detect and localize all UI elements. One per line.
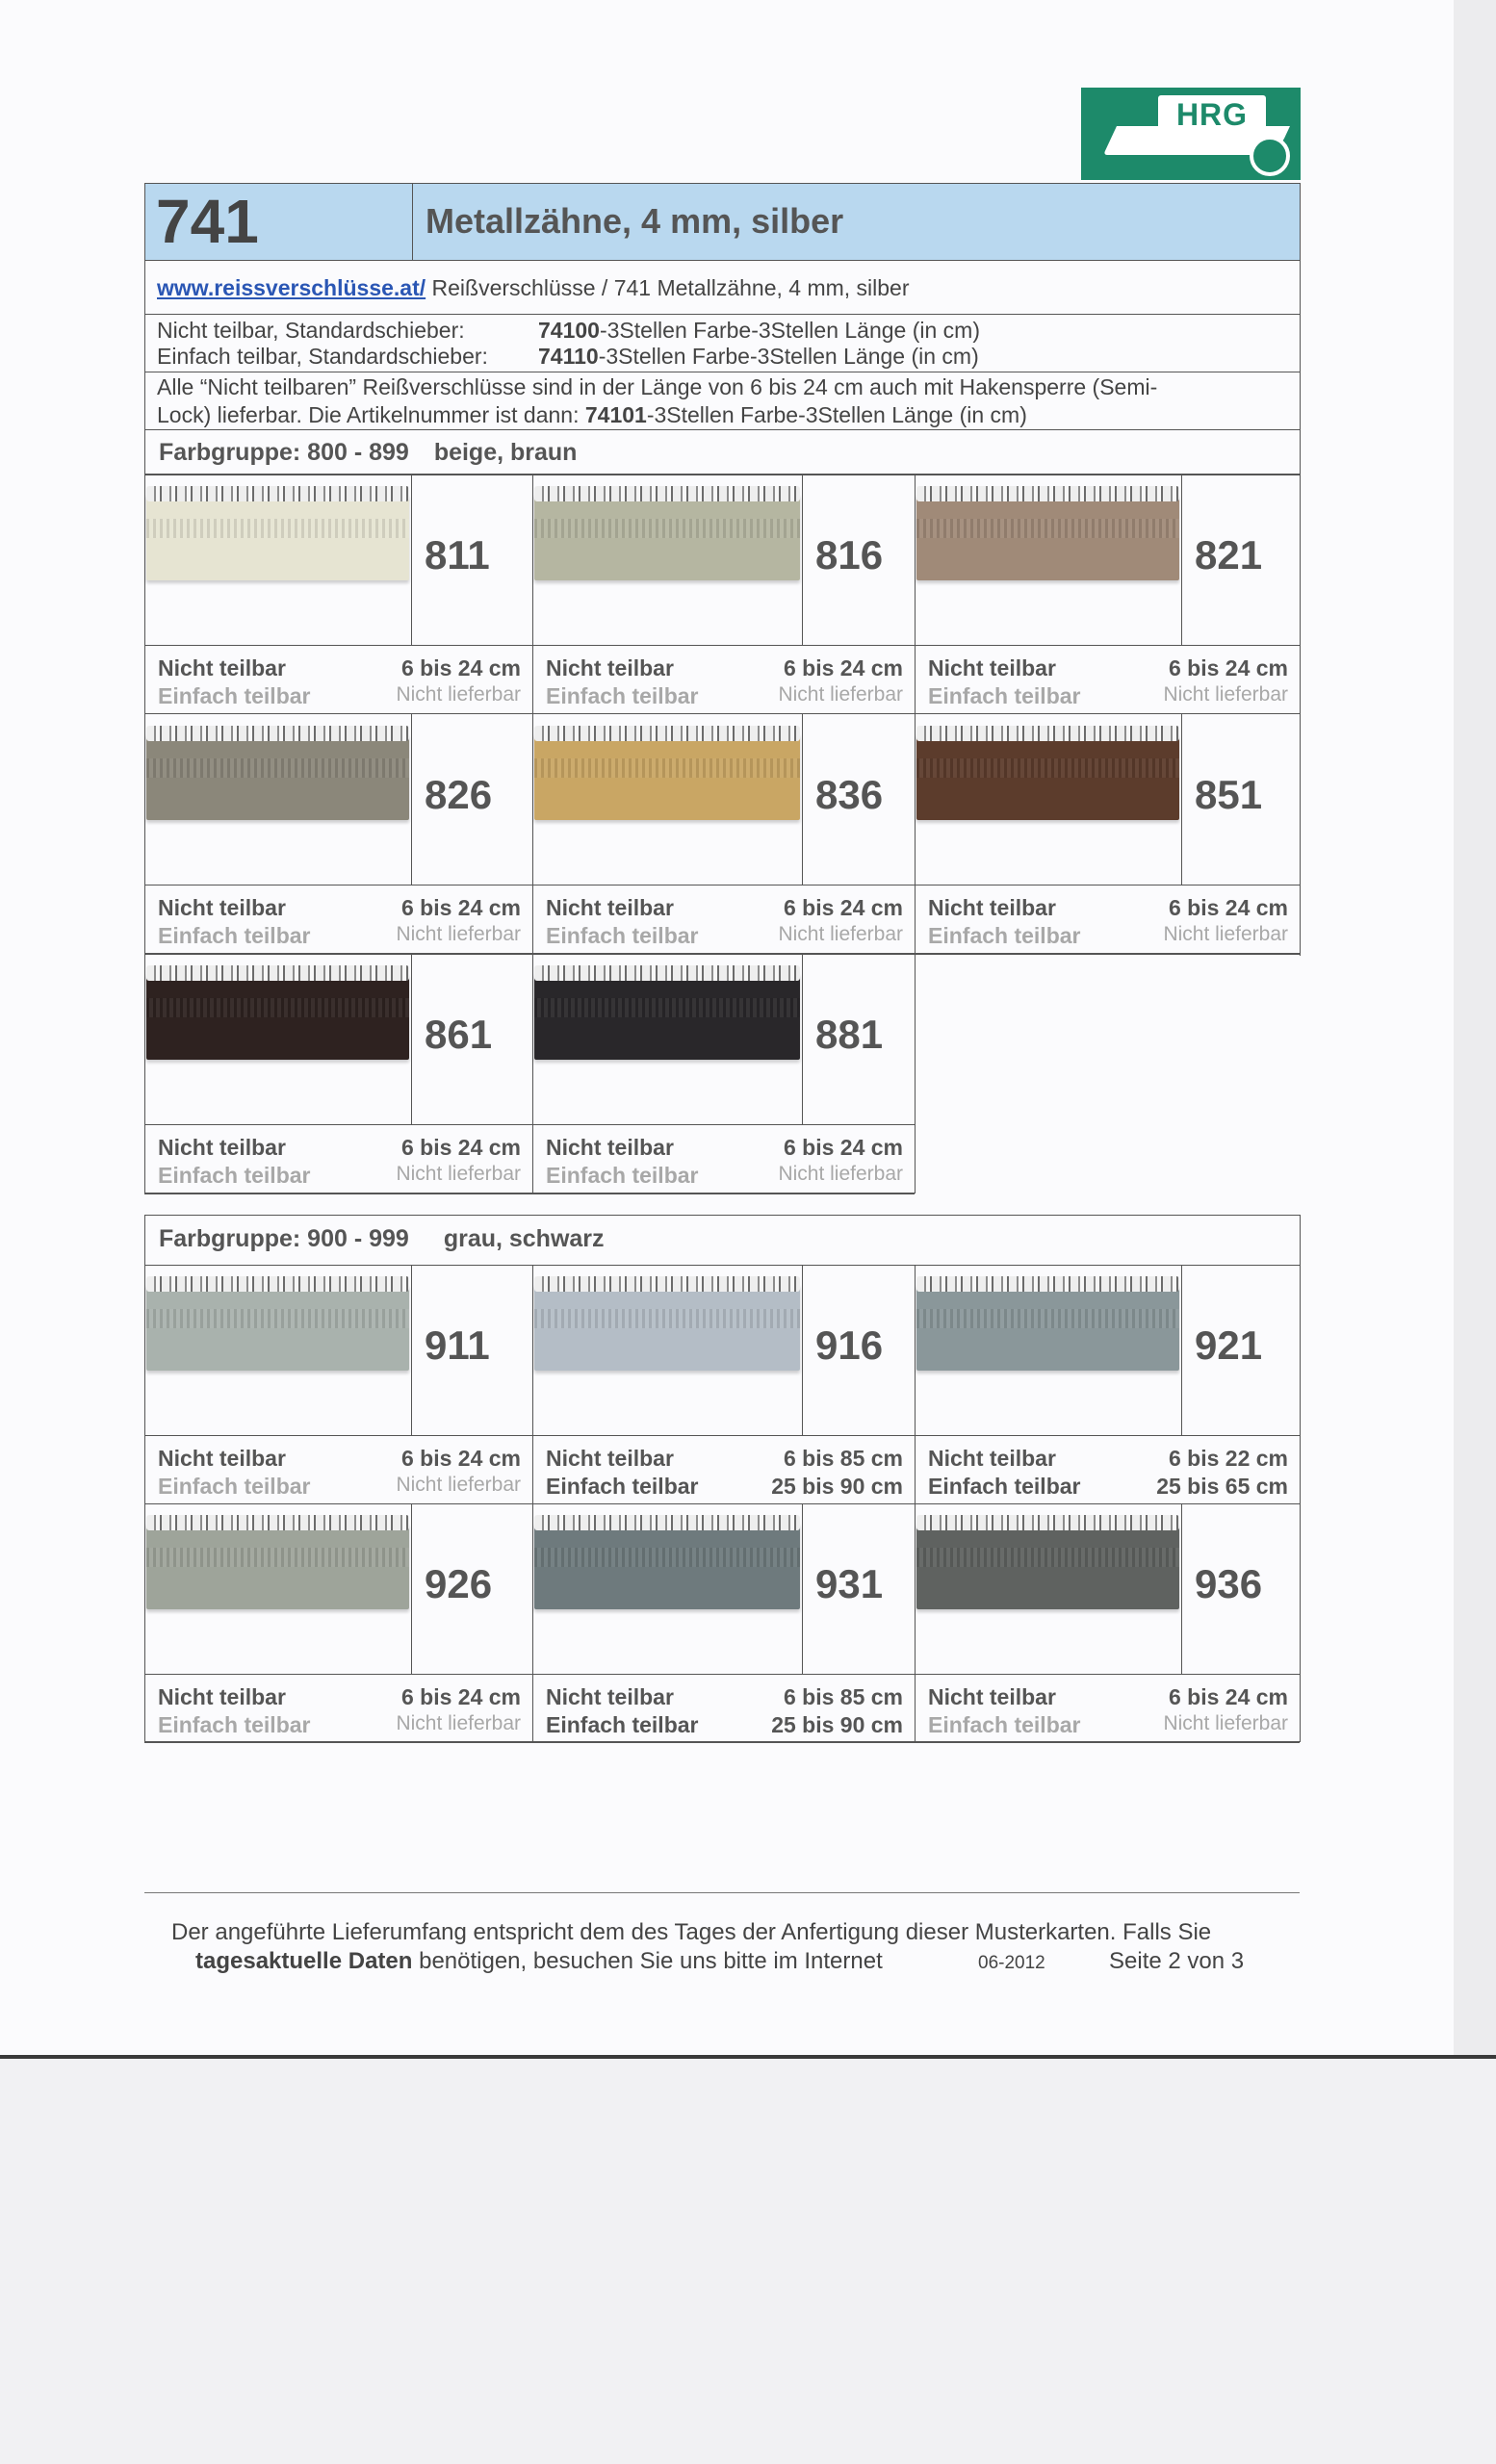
- zipper-swatch: [146, 733, 409, 820]
- footer-line-2: [195, 1948, 883, 1975]
- info-label: Nicht teilbar, Standardschieber:: [157, 318, 465, 343]
- info-line-1: [157, 318, 980, 344]
- grid-line: [411, 1503, 412, 1674]
- nicht-teilbar-label: Nicht teilbar: [158, 655, 286, 680]
- zipper-teeth: [146, 1515, 409, 1530]
- nicht-teilbar-label: Nicht teilbar: [928, 655, 1056, 680]
- nicht-teilbar-label: Nicht teilbar: [158, 1135, 286, 1160]
- grid-line: [532, 713, 915, 714]
- zipper-teeth: [146, 486, 409, 501]
- zipper-tape: [534, 519, 800, 538]
- article-title: Metallzähne, 4 mm, silber: [412, 183, 1300, 260]
- nicht-teilbar-label: Nicht teilbar: [546, 1684, 674, 1709]
- zipper-tape: [146, 998, 409, 1017]
- zipper-tape: [916, 519, 1179, 538]
- scan-background: [0, 2059, 1496, 2464]
- zipper-teeth: [916, 726, 1179, 741]
- einfach-teilbar-length: Nicht lieferbar: [778, 1163, 903, 1185]
- einfach-teilbar-label: Einfach teilbar: [546, 923, 699, 948]
- zipper-teeth: [146, 965, 409, 981]
- grid-line: [144, 953, 532, 954]
- header-rule: [144, 314, 1300, 315]
- nicht-teilbar-length: 6 bis 24 cm: [1168, 655, 1288, 680]
- grid-line: [915, 1435, 1300, 1436]
- nicht-teilbar-label: Nicht teilbar: [928, 1446, 1056, 1471]
- nicht-teilbar-length: 6 bis 85 cm: [783, 1684, 903, 1709]
- grid-line: [532, 1435, 915, 1436]
- grid-line: [144, 1674, 532, 1675]
- color-group-heading: [159, 439, 577, 467]
- einfach-teilbar-length: Nicht lieferbar: [396, 1474, 521, 1496]
- zipper-tape: [146, 519, 409, 538]
- grid-line: [1181, 475, 1182, 645]
- breadcrumb: [157, 275, 910, 301]
- grid-line: [1181, 1265, 1182, 1435]
- grid-line: [1300, 475, 1301, 956]
- einfach-teilbar-length: Nicht lieferbar: [1163, 923, 1288, 945]
- zipper-tape: [146, 758, 409, 778]
- color-code: 836: [815, 772, 884, 817]
- grid-line: [532, 1742, 915, 1743]
- logo-wheel: [1250, 136, 1290, 176]
- zipper-swatch: [916, 1284, 1179, 1371]
- einfach-teilbar-length: Nicht lieferbar: [396, 683, 521, 706]
- einfach-teilbar-length: Nicht lieferbar: [1163, 1712, 1288, 1734]
- zipper-tape: [916, 758, 1179, 778]
- header-divider: [412, 183, 413, 260]
- group-description: grau, schwarz: [443, 1225, 605, 1252]
- nicht-teilbar-label: Nicht teilbar: [546, 1135, 674, 1160]
- einfach-teilbar-length: Nicht lieferbar: [778, 683, 903, 706]
- group-rule: [144, 1265, 1300, 1266]
- zipper-swatch: [534, 1523, 800, 1609]
- color-code: 811: [425, 532, 490, 578]
- zipper-swatch: [534, 733, 800, 820]
- grid-line: [411, 954, 412, 1124]
- nicht-teilbar-length: 6 bis 24 cm: [783, 655, 903, 680]
- group-description: beige, braun: [433, 439, 578, 466]
- einfach-teilbar-length: Nicht lieferbar: [396, 1163, 521, 1185]
- zipper-teeth: [534, 965, 800, 981]
- zipper-tape: [534, 1309, 800, 1328]
- zipper-teeth: [534, 1276, 800, 1292]
- grid-line: [144, 475, 145, 1194]
- grid-line: [915, 1742, 1300, 1743]
- hrg-logo: [1081, 88, 1301, 180]
- zipper-tape: [534, 758, 800, 778]
- grid-line: [144, 885, 532, 886]
- einfach-teilbar-label: Einfach teilbar: [158, 1474, 311, 1499]
- color-code: 911: [425, 1322, 490, 1368]
- zipper-teeth: [916, 486, 1179, 501]
- zipper-swatch: [534, 973, 800, 1060]
- nicht-teilbar-label: Nicht teilbar: [546, 655, 674, 680]
- grid-line: [411, 1265, 412, 1435]
- grid-line: [532, 645, 915, 646]
- zipper-swatch: [916, 1523, 1179, 1609]
- nicht-teilbar-label: Nicht teilbar: [158, 895, 286, 920]
- einfach-teilbar-label: Einfach teilbar: [158, 923, 311, 948]
- zipper-teeth: [534, 1515, 800, 1530]
- website-link[interactable]: www.reissverschlüsse.at/: [157, 275, 426, 300]
- color-code: 926: [425, 1561, 493, 1606]
- nicht-teilbar-length: 6 bis 24 cm: [400, 655, 521, 680]
- grid-line: [532, 885, 915, 886]
- footer-text: benötigen, besuchen Sie uns bitte im Internet: [412, 1948, 883, 1974]
- group-range: Farbgruppe: 800 - 899: [159, 439, 409, 466]
- einfach-teilbar-length: 25 bis 65 cm: [1156, 1474, 1288, 1499]
- zipper-tape: [534, 1548, 800, 1567]
- color-code: 931: [815, 1561, 884, 1606]
- einfach-teilbar-label: Einfach teilbar: [928, 683, 1081, 708]
- header-rule: [144, 260, 1300, 261]
- info-line-3: Alle “Nicht teilbaren” Reißverschlüsse sind in der Länge von 6 bis 24 cm auch mit Hakensperre (Semi-: [157, 374, 1158, 399]
- footer-bold: tagesaktuelle Daten: [195, 1948, 413, 1974]
- grid-line: [802, 714, 803, 885]
- einfach-teilbar-length: Nicht lieferbar: [1163, 683, 1288, 706]
- grid-line: [144, 645, 532, 646]
- grid-line: [144, 713, 532, 714]
- grid-line: [144, 1193, 532, 1194]
- grid-line: [411, 475, 412, 645]
- info-text: Lock) lieferbar. Die Artikelnummer ist dann:: [157, 402, 585, 427]
- nicht-teilbar-label: Nicht teilbar: [546, 895, 674, 920]
- grid-line: [144, 1742, 532, 1743]
- header-rule: [144, 429, 1300, 430]
- einfach-teilbar-length: Nicht lieferbar: [396, 1712, 521, 1734]
- grid-line: [532, 1193, 915, 1194]
- zipper-swatch: [534, 1284, 800, 1371]
- zipper-swatch: [146, 973, 409, 1060]
- grid-line: [915, 1674, 1300, 1675]
- zipper-swatch: [146, 494, 409, 580]
- breadcrumb-text: Reißverschlüsse / 741 Metallzähne, 4 mm, silber: [426, 275, 910, 300]
- nicht-teilbar-label: Nicht teilbar: [928, 895, 1056, 920]
- grid-line: [915, 1503, 1300, 1504]
- grid-line: [532, 1124, 915, 1125]
- einfach-teilbar-length: Nicht lieferbar: [396, 923, 521, 945]
- footer-date: 06-2012: [978, 1953, 1045, 1973]
- einfach-teilbar-label: Einfach teilbar: [546, 1474, 699, 1499]
- grid-line: [144, 1503, 532, 1504]
- article-code: 74110: [538, 344, 599, 369]
- grid-line: [915, 953, 1300, 954]
- nicht-teilbar-label: Nicht teilbar: [546, 1446, 674, 1471]
- nicht-teilbar-label: Nicht teilbar: [158, 1684, 286, 1709]
- info-label: Einfach teilbar, Standardschieber:: [157, 344, 488, 369]
- grid-line: [915, 713, 1300, 714]
- grid-line: [532, 475, 533, 1194]
- einfach-teilbar-label: Einfach teilbar: [546, 683, 699, 708]
- article-code: 74100: [538, 318, 600, 343]
- grid-line: [532, 1503, 915, 1504]
- einfach-teilbar-label: Einfach teilbar: [928, 923, 1081, 948]
- nicht-teilbar-length: 6 bis 24 cm: [400, 1135, 521, 1160]
- einfach-teilbar-label: Einfach teilbar: [546, 1712, 699, 1737]
- footer-rule: [144, 1892, 1300, 1893]
- info-line-2: [157, 344, 979, 370]
- einfach-teilbar-label: Einfach teilbar: [158, 683, 311, 708]
- article-code: 74101: [584, 402, 647, 427]
- footer-page: Seite 2 von 3: [1109, 1948, 1245, 1974]
- zipper-teeth: [534, 486, 800, 501]
- grid-line: [532, 953, 915, 954]
- einfach-teilbar-label: Einfach teilbar: [158, 1163, 311, 1188]
- color-group-heading: [159, 1225, 605, 1253]
- nicht-teilbar-length: 6 bis 24 cm: [400, 1446, 521, 1471]
- zipper-tape: [916, 1548, 1179, 1567]
- zipper-teeth: [916, 1276, 1179, 1292]
- zipper-swatch: [916, 494, 1179, 580]
- zipper-tape: [146, 1309, 409, 1328]
- grid-line: [411, 714, 412, 885]
- logo-text: HRG: [1158, 95, 1266, 134]
- nicht-teilbar-label: Nicht teilbar: [928, 1684, 1056, 1709]
- color-code: 881: [815, 1012, 884, 1057]
- color-code: 851: [1195, 772, 1263, 817]
- color-code: 861: [425, 1012, 493, 1057]
- einfach-teilbar-label: Einfach teilbar: [546, 1163, 699, 1188]
- zipper-tape: [534, 998, 800, 1017]
- einfach-teilbar-length: 25 bis 90 cm: [771, 1474, 903, 1499]
- zipper-teeth: [916, 1515, 1179, 1530]
- grid-line: [144, 1435, 532, 1436]
- zipper-tape: [146, 1548, 409, 1567]
- grid-line: [915, 645, 1300, 646]
- grid-line: [532, 1674, 915, 1675]
- grid-line: [144, 1124, 532, 1125]
- einfach-teilbar-label: Einfach teilbar: [158, 1712, 311, 1737]
- grid-line: [802, 954, 803, 1124]
- grid-line: [802, 1265, 803, 1435]
- color-code: 916: [815, 1322, 884, 1368]
- einfach-teilbar-length: 25 bis 90 cm: [771, 1712, 903, 1737]
- grid-line: [1181, 1503, 1182, 1674]
- zipper-swatch: [146, 1523, 409, 1609]
- grid-line: [1181, 714, 1182, 885]
- info-rest: -3Stellen Farbe-3Stellen Länge (in cm): [599, 318, 981, 343]
- info-line-4: [157, 402, 1027, 428]
- nicht-teilbar-length: 6 bis 22 cm: [1168, 1446, 1288, 1471]
- nicht-teilbar-length: 6 bis 24 cm: [1168, 1684, 1288, 1709]
- color-code: 826: [425, 772, 493, 817]
- grid-line: [915, 475, 916, 1194]
- zipper-tape: [916, 1309, 1179, 1328]
- einfach-teilbar-label: Einfach teilbar: [928, 1712, 1081, 1737]
- nicht-teilbar-length: 6 bis 24 cm: [783, 895, 903, 920]
- einfach-teilbar-length: Nicht lieferbar: [778, 923, 903, 945]
- zipper-teeth: [146, 1276, 409, 1292]
- grid-line: [144, 954, 1300, 955]
- einfach-teilbar-label: Einfach teilbar: [928, 1474, 1081, 1499]
- nicht-teilbar-length: 6 bis 85 cm: [783, 1446, 903, 1471]
- color-code: 816: [815, 532, 884, 578]
- footer-line-1: Der angeführte Lieferumfang entspricht dem des Tages der Anfertigung dieser Musterkarten. Falls Sie: [171, 1919, 1212, 1945]
- nicht-teilbar-length: 6 bis 24 cm: [1168, 895, 1288, 920]
- zipper-swatch: [916, 733, 1179, 820]
- grid-line: [915, 885, 1300, 886]
- color-code: 821: [1195, 532, 1263, 578]
- article-number: 741: [144, 183, 412, 260]
- zipper-swatch: [534, 494, 800, 580]
- grid-line: [802, 475, 803, 645]
- info-rest: -3Stellen Farbe-3Stellen Länge (in cm): [598, 344, 979, 369]
- color-code: 921: [1195, 1322, 1263, 1368]
- nicht-teilbar-length: 6 bis 24 cm: [783, 1135, 903, 1160]
- grid-line: [802, 1503, 803, 1674]
- nicht-teilbar-length: 6 bis 24 cm: [400, 1684, 521, 1709]
- color-code: 936: [1195, 1561, 1263, 1606]
- nicht-teilbar-length: 6 bis 24 cm: [400, 895, 521, 920]
- zipper-teeth: [146, 726, 409, 741]
- nicht-teilbar-label: Nicht teilbar: [158, 1446, 286, 1471]
- group-range: Farbgruppe: 900 - 999: [159, 1225, 409, 1252]
- zipper-teeth: [534, 726, 800, 741]
- zipper-swatch: [146, 1284, 409, 1371]
- info-rest: -3Stellen Farbe-3Stellen Länge (in cm): [646, 402, 1027, 427]
